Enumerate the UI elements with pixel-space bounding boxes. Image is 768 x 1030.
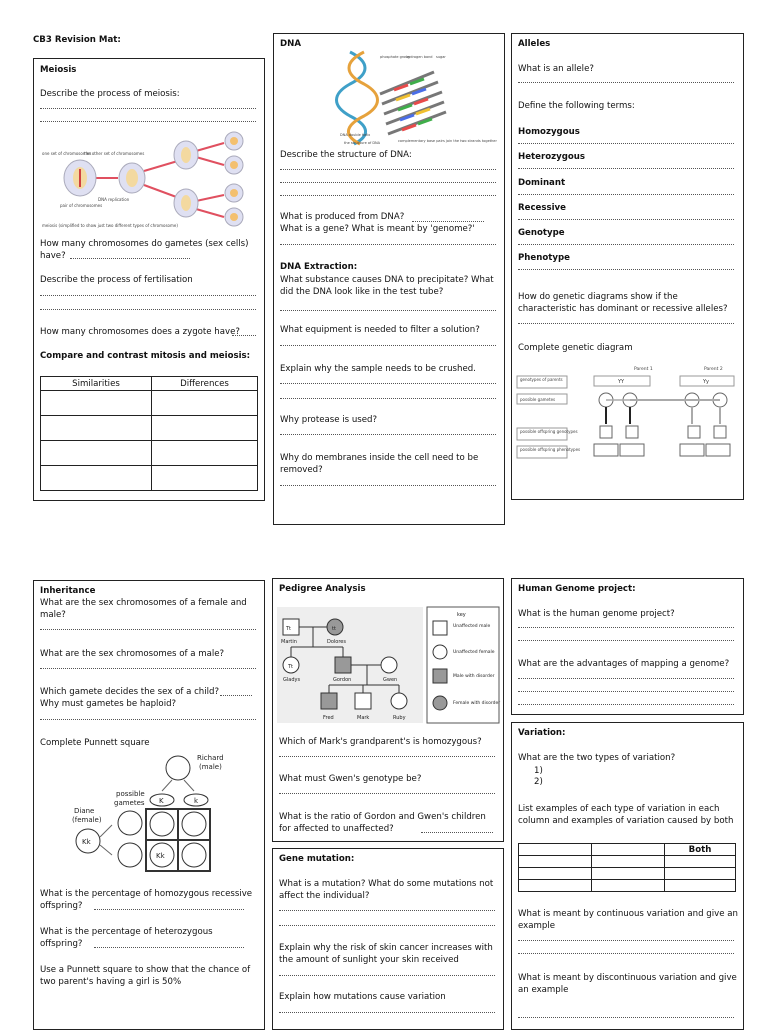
inheritance-q5: What is the percentage of homozygous recessive	[40, 889, 253, 899]
inheritance-q6: What is the percentage of heterozygous	[40, 927, 213, 937]
meiosis-q1: Describe the process of meiosis:	[40, 89, 180, 99]
inheritance-q7b: two parent's having a girl is 50%	[40, 977, 182, 987]
answer-line[interactable]	[279, 1012, 495, 1013]
ped-martin-genotype: Tt	[286, 626, 292, 632]
gd-parent2-label: Parent 2	[704, 367, 723, 372]
answer-line[interactable]	[94, 909, 244, 910]
table-cell[interactable]	[665, 868, 736, 880]
inheritance-q1: What are the sex chromosomes of a female and	[40, 598, 247, 608]
inheritance-heading: Inheritance	[40, 586, 96, 596]
answer-line[interactable]	[518, 1017, 734, 1018]
table-cell[interactable]	[592, 856, 665, 868]
mutation-heading: Gene mutation:	[279, 854, 355, 864]
table-cell[interactable]	[152, 391, 258, 416]
pedigree-q2: What must Gwen's genotype be?	[279, 774, 422, 784]
answer-line[interactable]	[70, 258, 190, 259]
pedigree-q3: What is the ratio of Gordon and Gwen's children	[279, 812, 486, 822]
table-cell[interactable]	[592, 868, 665, 880]
variation-n2: 2)	[534, 777, 543, 787]
col-differences: Differences	[152, 377, 258, 391]
meiosis-heading: Meiosis	[40, 65, 77, 75]
pedigree-q1: Which of Mark's grandparent's is homozygous?	[279, 737, 482, 747]
meiosis-q5: Compare and contrast mitosis and meiosis:	[40, 351, 251, 361]
table-cell[interactable]	[592, 844, 665, 856]
meiosis-q2b: have?	[40, 251, 66, 261]
pedigree-panel	[272, 578, 504, 842]
ped-fred: Fred	[323, 715, 334, 721]
table-cell[interactable]	[41, 441, 152, 466]
ped-gwen: Gwen	[383, 677, 398, 683]
punnett-richard-sex: (male)	[199, 763, 222, 771]
alleles-q3b: characteristic has dominant or recessive alleles?	[518, 304, 728, 314]
inheritance-q1b: male?	[40, 610, 66, 620]
fig-label-other-set: the other set of chromosomes	[84, 151, 145, 156]
inheritance-q4: Complete Punnett square	[40, 738, 150, 748]
pedigree-chart	[277, 607, 501, 725]
table-cell[interactable]	[665, 880, 736, 892]
col-both: Both	[665, 844, 736, 856]
dna-panel	[273, 33, 505, 525]
fig-label-pair: pair of chromosomes	[60, 203, 103, 208]
table-cell[interactable]	[592, 880, 665, 892]
mutation-q1: What is a mutation? What do some mutations not	[279, 879, 494, 889]
compare-table	[40, 376, 258, 491]
answer-line[interactable]	[518, 143, 734, 144]
ped-gordon: Gordon	[333, 677, 352, 683]
table-cell[interactable]	[152, 466, 258, 491]
inheritance-q3: Which gamete decides the sex of a child?	[40, 687, 220, 697]
gd-row-gametes: possible gametes	[520, 397, 556, 402]
ped-key-title: key	[457, 612, 466, 618]
ped-ruby: Ruby	[393, 715, 406, 721]
term-phenotype: Phenotype	[518, 253, 570, 263]
dna-diagram	[340, 50, 497, 146]
alleles-panel	[511, 33, 744, 500]
fig-caption: the structure of DNA	[344, 141, 381, 145]
table-cell[interactable]	[152, 416, 258, 441]
inheritance-q5b: offspring?	[40, 901, 83, 911]
meiosis-q4: How many chromosomes does a zygote have?	[40, 327, 240, 337]
dna-q6: Explain why the sample needs to be crushed.	[280, 364, 476, 374]
genome-heading: Human Genome project:	[518, 584, 636, 594]
variation-q4: What is meant by discontinuous variation and give	[518, 973, 737, 983]
table-cell[interactable]	[665, 856, 736, 868]
col-similarities: Similarities	[41, 377, 152, 391]
punnett-cell-Kk: Kk	[156, 852, 165, 860]
punnett-diane-sex: (female)	[72, 816, 102, 824]
ped-gladys-genotype: Tt	[288, 664, 294, 670]
fig-label-base-pairs: complementary base pairs join the two strands together	[398, 139, 497, 143]
fig-label-phosphate: phosphate group	[380, 55, 410, 59]
answer-line[interactable]	[40, 121, 256, 122]
inheritance-q3b: Why must gametes be haploid?	[40, 699, 177, 709]
answer-line[interactable]	[279, 756, 495, 757]
answer-line[interactable]	[232, 335, 256, 336]
answer-line[interactable]	[40, 629, 256, 630]
ped-gladys: Gladys	[283, 677, 301, 683]
dna-q1: Describe the structure of DNA:	[280, 150, 412, 160]
dna-q4: What substance causes DNA to precipitate? What	[280, 275, 494, 285]
gd-parent2-genotype: Yy	[703, 379, 710, 385]
dna-q8b: removed?	[280, 465, 323, 475]
answer-line[interactable]	[40, 668, 256, 669]
meiosis-q2: How many chromosomes do gametes (sex cells)	[40, 239, 249, 249]
mutation-q2: Explain why the risk of skin cancer increases with	[279, 943, 493, 953]
answer-line[interactable]	[279, 793, 495, 794]
punnett-square-diagram	[70, 751, 250, 876]
variation-panel	[511, 722, 744, 1030]
alleles-q1: What is an allele?	[518, 64, 594, 74]
answer-line[interactable]	[40, 108, 256, 109]
inheritance-q6b: offspring?	[40, 939, 83, 949]
punnett-richard: Richard	[197, 754, 224, 762]
inheritance-q2: What are the sex chromosomes of a male?	[40, 649, 225, 659]
table-cell[interactable]	[519, 868, 592, 880]
inheritance-panel	[33, 580, 265, 1030]
genome-q1: What is the human genome project?	[518, 609, 675, 619]
answer-line[interactable]	[279, 910, 495, 911]
meiosis-diagram	[40, 133, 260, 229]
gd-parent1-label: Parent 1	[634, 367, 653, 372]
answer-line[interactable]	[518, 953, 734, 954]
answer-line[interactable]	[279, 975, 495, 976]
table-cell[interactable]	[41, 466, 152, 491]
dna-q3: What is a gene? What is meant by 'genome?'	[280, 224, 475, 234]
answer-line[interactable]	[279, 925, 495, 926]
answer-line[interactable]	[280, 195, 496, 196]
mutation-q3: Explain how mutations cause variation	[279, 992, 446, 1002]
gd-row-offspring-genotypes: possible offspring genotypes	[520, 429, 578, 434]
answer-line[interactable]	[280, 345, 496, 346]
table-cell[interactable]	[152, 441, 258, 466]
fig-label-hydrogen: hydrogen bond	[406, 55, 433, 59]
table-cell[interactable]	[519, 856, 592, 868]
gd-row-offspring-phenotypes: possible offspring phenotypes	[520, 447, 581, 452]
answer-line[interactable]	[412, 221, 484, 222]
table-cell[interactable]	[519, 880, 592, 892]
punnett-possible: possible	[116, 790, 145, 798]
term-genotype: Genotype	[518, 228, 565, 238]
answer-line[interactable]	[518, 244, 734, 245]
table-cell[interactable]	[41, 416, 152, 441]
answer-line[interactable]	[220, 695, 252, 696]
answer-line[interactable]	[280, 169, 496, 170]
variation-heading: Variation:	[518, 728, 566, 738]
variation-n1: 1)	[534, 766, 543, 776]
answer-line[interactable]	[518, 269, 734, 270]
alleles-heading: Alleles	[518, 39, 551, 49]
answer-line[interactable]	[518, 219, 734, 220]
dna-heading: DNA	[280, 39, 301, 49]
meiosis-panel	[33, 58, 265, 501]
answer-line[interactable]	[518, 940, 734, 941]
dna-extraction-heading: DNA Extraction:	[280, 262, 358, 272]
answer-line[interactable]	[421, 832, 493, 833]
genome-panel	[511, 578, 744, 715]
inheritance-q7: Use a Punnett square to show that the chance of	[40, 965, 251, 975]
ped-key-unaffected-male: Unaffected male	[453, 624, 491, 629]
answer-line[interactable]	[518, 168, 734, 169]
alleles-q3: How do genetic diagrams show if the	[518, 292, 678, 302]
answer-line[interactable]	[280, 182, 496, 183]
answer-line[interactable]	[40, 309, 256, 310]
answer-line[interactable]	[280, 244, 496, 245]
dna-q2: What is produced from DNA?	[280, 212, 405, 222]
gd-parent1-genotype: YY	[618, 379, 625, 385]
variation-q2: List examples of each type of variation in each	[518, 804, 720, 814]
punnett-diane: Diane	[74, 807, 95, 815]
answer-line[interactable]	[518, 194, 734, 195]
fig-label-one-set: one set of chromosomes	[42, 151, 92, 156]
answer-line[interactable]	[280, 398, 496, 399]
dna-q8: Why do membranes inside the cell need to be	[280, 453, 479, 463]
fig-label-double-helix: DNA double helix	[340, 133, 371, 137]
answer-line[interactable]	[40, 295, 256, 296]
pedigree-q3b: for affected to unaffected?	[279, 824, 394, 834]
table-cell[interactable]	[41, 391, 152, 416]
answer-line[interactable]	[280, 434, 496, 435]
punnett-gamete-K: K	[159, 797, 164, 805]
fig-caption: meiosis (simplified to show just two different types of chromosome)	[42, 223, 178, 228]
gd-row-genotypes: genotypes of parents	[520, 377, 563, 382]
mutation-q1b: affect the individual?	[279, 891, 370, 901]
answer-line[interactable]	[518, 704, 734, 705]
alleles-q2: Define the following terms:	[518, 101, 635, 111]
mutation-panel	[272, 848, 504, 1030]
ped-key-female-disorder: Female with disorder	[453, 701, 501, 706]
term-heterozygous: Heterozygous	[518, 152, 585, 162]
term-recessive: Recessive	[518, 203, 566, 213]
answer-line[interactable]	[518, 323, 734, 324]
variation-table	[518, 843, 736, 892]
answer-line[interactable]	[40, 719, 256, 720]
genetic-diagram	[516, 364, 740, 464]
genome-q2: What are the advantages of mapping a genome?	[518, 659, 730, 669]
answer-line[interactable]	[518, 82, 734, 83]
table-cell[interactable]	[519, 844, 592, 856]
answer-line[interactable]	[518, 691, 734, 692]
variation-q2b: column and examples of variation caused by both	[518, 816, 734, 826]
variation-q1: What are the two types of variation?	[518, 753, 676, 763]
term-homozygous: Homozygous	[518, 127, 580, 137]
variation-q3: What is meant by continuous variation and give an	[518, 909, 738, 919]
pedigree-heading: Pedigree Analysis	[279, 584, 366, 594]
variation-q3b: example	[518, 921, 555, 931]
answer-line[interactable]	[518, 640, 734, 641]
dna-q5: What equipment is needed to filter a solution?	[280, 325, 480, 335]
mutation-q2b: the amount of sunlight your skin received	[279, 955, 459, 965]
fig-label-sugar: sugar	[436, 55, 446, 59]
ped-dolores: Dolores	[327, 639, 346, 645]
meiosis-q3: Describe the process of fertilisation	[40, 275, 193, 285]
punnett-gametes: gametes	[114, 799, 145, 807]
answer-line[interactable]	[518, 627, 734, 628]
ped-mark: Mark	[357, 715, 370, 721]
answer-line[interactable]	[280, 485, 496, 486]
dna-q4b: did the DNA look like in the test tube?	[280, 287, 444, 297]
ped-martin: Martin	[281, 639, 297, 645]
fig-label-dna-replication: DNA replication	[98, 197, 130, 202]
variation-q4b: an example	[518, 985, 569, 995]
ped-key-unaffected-female: Unaffected female	[453, 650, 495, 655]
page-title: CB3 Revision Mat:	[33, 35, 121, 45]
ped-key-male-disorder: Male with disorder	[453, 674, 495, 679]
punnett-gamete-k: k	[194, 797, 199, 805]
dna-q7: Why protease is used?	[280, 415, 378, 425]
answer-line[interactable]	[280, 383, 496, 384]
alleles-q4: Complete genetic diagram	[518, 343, 633, 353]
ped-dolores-genotype: tt	[332, 626, 336, 632]
answer-line[interactable]	[280, 310, 496, 311]
term-dominant: Dominant	[518, 178, 566, 188]
punnett-diane-genotype: Kk	[82, 838, 91, 846]
answer-line[interactable]	[518, 678, 734, 679]
answer-line[interactable]	[94, 947, 244, 948]
